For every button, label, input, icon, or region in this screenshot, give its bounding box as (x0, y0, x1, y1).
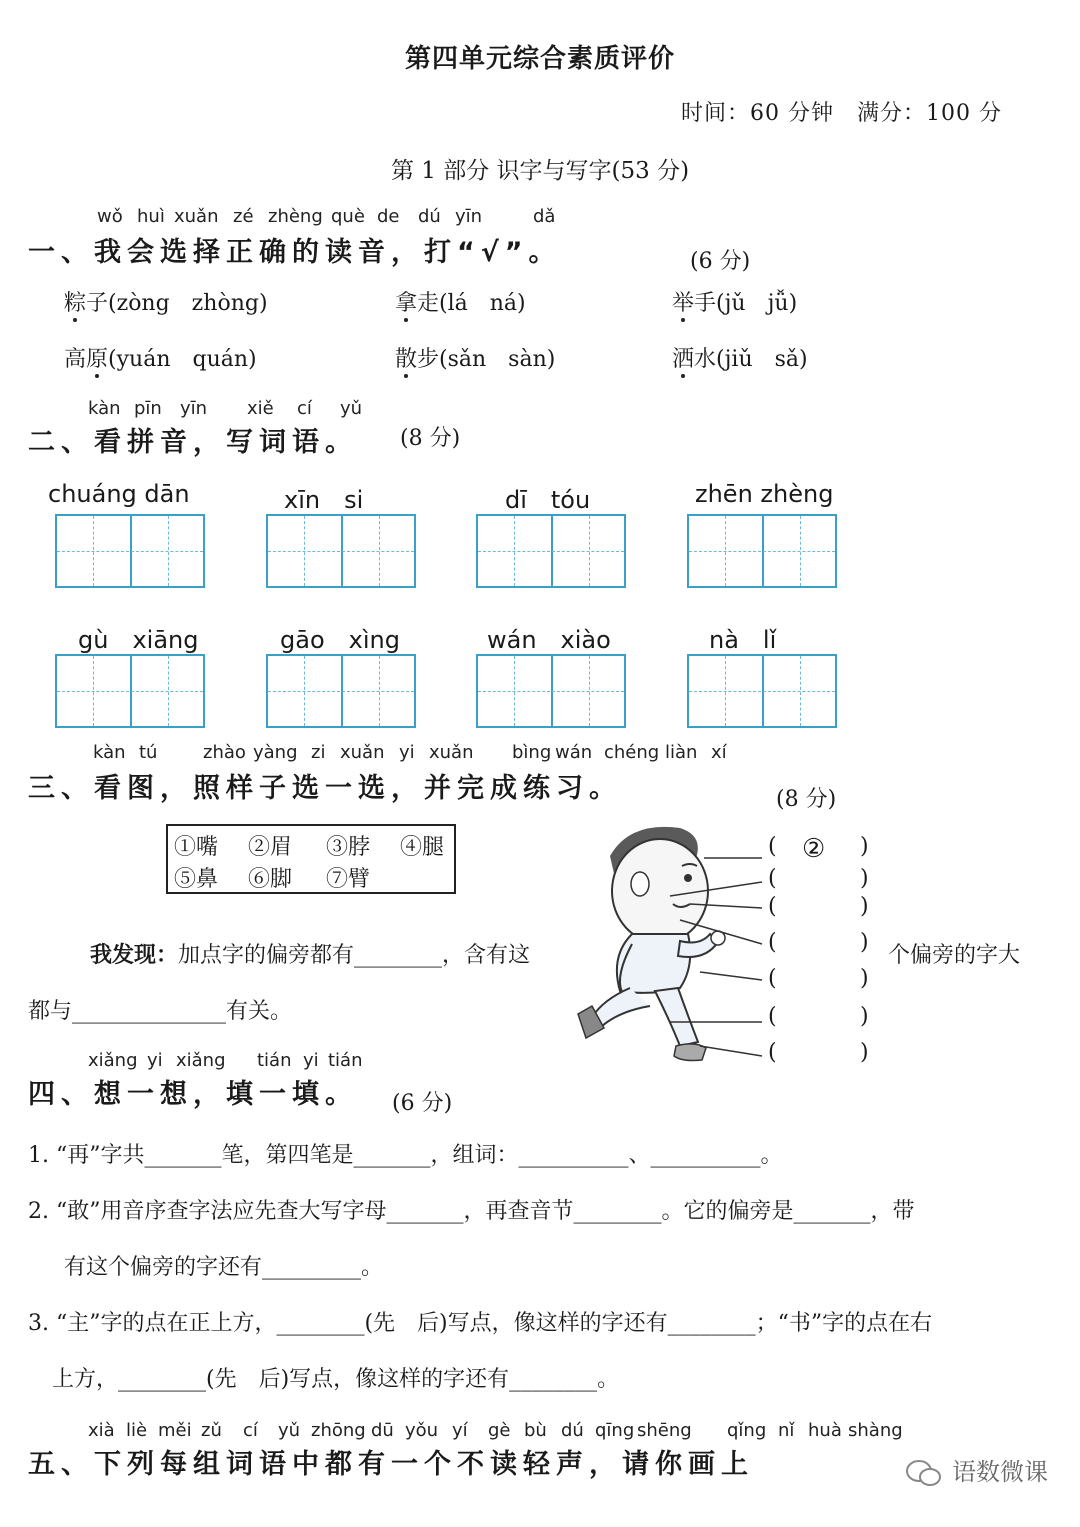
pinyin: kàn (88, 398, 121, 419)
pinyin: dǎ (533, 206, 556, 227)
pinyin: huì (137, 206, 165, 227)
watermark: 语数微课 (904, 1452, 1048, 1488)
pinyin: xiǎng (88, 1050, 138, 1071)
option: ②眉 (248, 835, 293, 860)
pinyin: de (377, 206, 400, 227)
pinyin: chéng (604, 742, 660, 763)
section-heading: 四、想一想，填一填。 (28, 1079, 358, 1110)
part-title: 第 1 部分 识字与写字(53 分) (390, 158, 690, 184)
options-box (166, 824, 456, 894)
pinyin: liàn (665, 742, 698, 763)
option: ⑤鼻 (174, 867, 219, 892)
writing-grid[interactable] (55, 654, 205, 728)
answer-slot[interactable]: ( (768, 866, 777, 891)
option: ③脖 (326, 835, 371, 860)
pinyin: bù (524, 1420, 547, 1441)
reading-item[interactable]: 洒水(jiǔ sǎ) (672, 347, 808, 372)
writing-grid[interactable] (476, 514, 626, 588)
pinyin: zǔ (201, 1420, 222, 1441)
pinyin: zhèng (268, 206, 323, 227)
answer-slot[interactable]: ( (768, 834, 777, 859)
pinyin: yi (303, 1050, 319, 1071)
word-pinyin: gù xiāng (78, 626, 199, 654)
pinyin: nǐ (778, 1420, 795, 1441)
pinyin: cí (243, 1420, 258, 1441)
pinyin: zi (311, 742, 326, 763)
pinyin: měi (158, 1420, 192, 1441)
section-score: (6 分) (690, 249, 751, 274)
pinyin: tián (257, 1050, 292, 1071)
pinyin: bìng (512, 742, 552, 763)
question-3-cont[interactable]: 上方，________(先 后)写点，像这样的字还有________。 (52, 1367, 620, 1392)
pinyin: zé (233, 206, 254, 227)
answer-slot[interactable]: ( (768, 966, 777, 991)
writing-grid[interactable] (55, 514, 205, 588)
pinyin: xiǎng (176, 1050, 226, 1071)
option: ⑦臂 (326, 867, 371, 892)
pinyin: qǐng (727, 1420, 767, 1441)
answer-example: ② (802, 834, 826, 864)
section-heading: 二、看拼音，写词语。 (28, 427, 358, 458)
leader-lines (660, 840, 770, 1070)
pinyin: gè (488, 1420, 511, 1441)
section-score: (8 分) (776, 787, 837, 812)
pinyin: què (331, 206, 365, 227)
pinyin: yīn (180, 398, 208, 419)
section-heading: 一、我会选择正确的读音，打“√”。 (28, 237, 562, 268)
reading-item[interactable]: 举手(jǔ jǚ) (672, 291, 798, 316)
writing-grid[interactable] (266, 654, 416, 728)
exam-meta: 时间：60 分钟 满分：100 分 (681, 101, 1002, 126)
answer-slot[interactable]: ( (768, 894, 777, 919)
pinyin: zhào (203, 742, 246, 763)
discovery-line-1: 我发现：加点字的偏旁都有________，含有这 (90, 942, 531, 968)
pinyin: yi (147, 1050, 163, 1071)
option: ④腿 (400, 835, 445, 860)
reading-item[interactable]: 散步(sǎn sàn) (395, 347, 556, 372)
pinyin: yàng (253, 742, 298, 763)
question-2-cont[interactable]: 有这个偏旁的字还有_________。 (64, 1255, 384, 1280)
pinyin: xuǎn (429, 742, 474, 763)
pinyin: yǒu (405, 1420, 439, 1441)
section-score: (8 分) (400, 426, 461, 451)
word-pinyin: xīn si (284, 486, 364, 514)
pinyin: yǔ (278, 1420, 301, 1441)
option: ⑥脚 (248, 867, 293, 892)
writing-grid[interactable] (687, 654, 837, 728)
pinyin: kàn (93, 742, 126, 763)
pinyin: shēng (637, 1420, 692, 1441)
pinyin: zhōng (311, 1420, 366, 1441)
writing-grid[interactable] (687, 514, 837, 588)
answer-slot[interactable]: ( (768, 1040, 777, 1065)
reading-item[interactable]: 高原(yuán quán) (64, 347, 257, 372)
pinyin: yí (452, 1420, 468, 1441)
pinyin: pīn (134, 398, 162, 419)
question-3[interactable]: 3. “主”字的点在正上方，________(先 后)写点，像这样的字还有________；“书”字的点在右 (28, 1311, 933, 1336)
pinyin: cí (297, 398, 312, 419)
pinyin: dú (418, 206, 441, 227)
pinyin: shàng (848, 1420, 903, 1441)
pinyin: tú (139, 742, 158, 763)
pinyin: wǒ (97, 206, 123, 227)
page-title: 第四单元综合素质评价 (404, 44, 675, 74)
word-pinyin: chuáng dān (48, 480, 190, 508)
word-pinyin: nà lǐ (709, 626, 777, 654)
word-pinyin: wán xiào (487, 626, 611, 654)
pinyin: tián (328, 1050, 363, 1071)
pinyin: yi (399, 742, 415, 763)
question-2[interactable]: 2. “敢”用音序查字法应先查大写字母_______，再查音节________。它的偏旁是_______，带 (28, 1199, 915, 1224)
section-heading: 五、下列每组词语中都有一个不读轻声，请你画上 (28, 1449, 754, 1480)
word-pinyin: dī tóu (505, 486, 591, 514)
writing-grid[interactable] (476, 654, 626, 728)
reading-item[interactable]: 粽子(zòng zhòng) (64, 291, 268, 316)
word-pinyin: gāo xìng (280, 626, 400, 654)
pinyin: qīng (595, 1420, 635, 1441)
reading-item[interactable]: 拿走(lá ná) (395, 291, 526, 316)
section-heading: 三、看图，照样子选一选，并完成练习。 (28, 773, 622, 804)
discovery-line-2: 都与______________有关。 (28, 999, 293, 1024)
section-score: (6 分) (392, 1091, 453, 1116)
wechat-icon (904, 1458, 944, 1488)
pinyin: yīn (455, 206, 483, 227)
discovery-line-1b: 个偏旁的字大 (888, 943, 1021, 968)
pinyin: yǔ (340, 398, 363, 419)
option: ①嘴 (174, 835, 219, 860)
pinyin: xuǎn (340, 742, 385, 763)
pinyin: huà (808, 1420, 842, 1441)
pinyin: liè (126, 1420, 148, 1441)
answer-slot[interactable]: ( (768, 930, 777, 955)
pinyin: xuǎn (174, 206, 219, 227)
writing-grid[interactable] (266, 514, 416, 588)
word-pinyin: zhēn zhèng (695, 480, 834, 508)
answer-slot[interactable]: ( (768, 1004, 777, 1029)
question-1[interactable]: 1. “再”字共_______笔，第四笔是_______，组词：__________、__________。 (28, 1143, 783, 1168)
pinyin: wán (555, 742, 593, 763)
pinyin: xiě (247, 398, 274, 419)
pinyin: dú (561, 1420, 584, 1441)
pinyin: xí (711, 742, 727, 763)
pinyin: xià (88, 1420, 115, 1441)
pinyin: dū (371, 1420, 394, 1441)
